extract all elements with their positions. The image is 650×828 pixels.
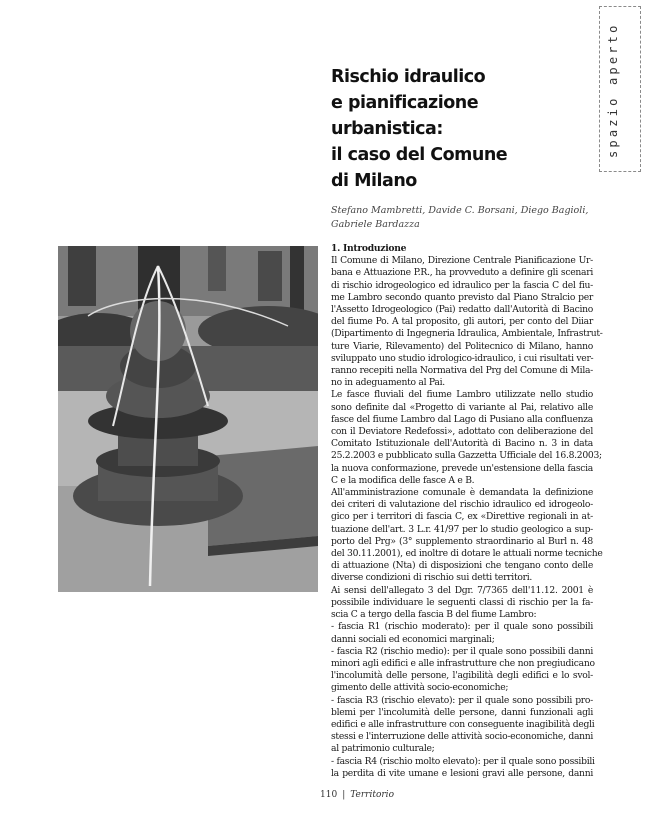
body-line: possibile individuare le seguenti classi di rischio per la fa- <box>331 596 593 608</box>
body-line: minori agli edifici e alle infrastrutture che non pregiudicano <box>331 657 595 669</box>
fountain-photo <box>58 246 318 592</box>
body-line: del fiume Po. A tal proposito, gli autori, per conto del Diiar <box>331 316 593 328</box>
body-line: - fascia R3 (rischio elevato): per il quale sono possibili pro- <box>331 694 593 706</box>
body-line: ranno recepiti nella Normativa del Prg del Comune di Mila- <box>331 365 593 377</box>
body-line: di rischio idrogeologico ed idraulico per la fascia C del fiu- <box>331 279 593 291</box>
body-line: Ai sensi dell'allegato 3 del Dgr. 7/7365 dell'11.12. 2001 è <box>331 584 593 596</box>
body-line: Comitato Istituzionale dell'Autorità di Bacino n. 3 in data <box>331 438 593 450</box>
body-line: no in adeguamento al Pai. <box>331 377 445 389</box>
body-line: la perdita di vite umane e lesioni gravi alle persone, danni <box>331 767 593 779</box>
body-line: sviluppato uno studio idrologico-idraulico, i cui risultati ver- <box>331 352 594 364</box>
body-line: diverse condizioni di rischio sui detti territori. <box>331 572 533 584</box>
body-line: dei criteri di valutazione del rischio idraulico ed idrogeolo- <box>331 499 593 511</box>
body-line: stessi e l'interruzione delle attività socio-economiche, danni <box>331 731 594 743</box>
body-line: fasce del fiume Lambro dal Lago di Pusiano alla confluenza <box>331 413 593 425</box>
title-line: di Milano <box>331 171 417 191</box>
section-tag-box <box>599 6 641 172</box>
body-line: ture Viarie, Rilevamento) del Politecnico di Milano, hanno <box>331 340 593 352</box>
title-line: Rischio idraulico <box>331 67 486 87</box>
body-line: del 30.11.2001), ed inoltre di dotare le attuali norme tecniche <box>331 548 603 560</box>
body-line: porto del Prg» (3° supplemento straordinario al Burl n. 48 <box>331 535 593 547</box>
body-line: l'Assetto Idrogeologico (Pai) redatto dall'Autorità di Bacino <box>331 304 593 316</box>
body-line: sono definite dal «Progetto di variante al Pai, relativo alle <box>331 401 593 413</box>
article-body <box>331 243 603 780</box>
body-line: gimento delle attività socio-economiche; <box>331 682 509 694</box>
body-line: al patrimonio culturale; <box>331 743 435 755</box>
body-line: - fascia R1 (rischio moderato): per il quale sono possibili <box>331 621 593 633</box>
section-tag: spazio aperto <box>606 22 620 158</box>
body-line: di attuazione (Nta) di disposizioni che tengano conto delle <box>331 560 593 572</box>
body-line: la nuova conformazione, prevede un'estensione della fascia <box>331 462 593 474</box>
title-line: il caso del Comune <box>331 145 508 165</box>
body-line: All'amministrazione comunale è demandata la definizione <box>331 487 593 499</box>
body-line: Il Comune di Milano, Direzione Centrale Pianificazione Ur- <box>331 255 593 267</box>
body-line: edifici e alle infrastrutture con conseguente inagibilità degli <box>331 718 595 730</box>
body-line: con il Deviatore Redefossi», adottato con deliberazione del <box>331 426 593 438</box>
body-line: l'incolumità delle persone, l'agibilità degli edifici e lo svol- <box>331 670 593 682</box>
body-line: - fascia R2 (rischio medio): per il quale sono possibili danni <box>331 645 593 657</box>
section-heading: 1. Introduzione <box>331 243 407 254</box>
footer-separator: | <box>342 790 346 800</box>
body-line: (Dipartimento di Ingegneria Idraulica, Ambientale, Infrastrut- <box>331 328 603 340</box>
authors <box>331 204 601 232</box>
footer-section: Territorio <box>350 790 394 800</box>
body-line: danni sociali ed economici marginali; <box>331 633 495 645</box>
body-line: blemi per l'incolumità delle persone, danni funzionali agli <box>331 706 593 718</box>
title-line: e pianificazione <box>331 93 479 113</box>
body-paragraphs <box>331 255 603 780</box>
body-line: Le fasce fluviali del fiume Lambro utilizzate nello studio <box>331 389 593 401</box>
authors-line: Stefano Mambretti, Davide C. Borsani, Diego Bagioli, <box>331 205 589 216</box>
body-line: bana e Attuazione P.R., ha provveduto a definire gli scenari <box>331 267 593 279</box>
body-line: me Lambro secondo quanto previsto dal Piano Stralcio per <box>331 291 593 303</box>
body-line: C e la modifica delle fasce A e B. <box>331 474 475 486</box>
body-line: tuazione dell'art. 3 L.r. 41/97 per lo studio geologico a sup- <box>331 523 593 535</box>
page-footer <box>320 790 394 800</box>
body-line: gico per i territori di fascia C, ex «Direttive regionali in at- <box>331 511 593 523</box>
body-line: scia C a tergo della fascia B del fiume Lambro: <box>331 609 537 621</box>
body-line: - fascia R4 (rischio molto elevato): per il quale sono possibili <box>331 755 595 767</box>
page-number: 110 <box>320 790 338 800</box>
title-line: urbanistica: <box>331 119 443 139</box>
article-title <box>331 64 571 194</box>
authors-line: Gabriele Bardazza <box>331 219 420 230</box>
body-line: 25.2.2003 e pubblicato sulla Gazzetta Ufficiale del 16.8.2003; <box>331 450 602 462</box>
